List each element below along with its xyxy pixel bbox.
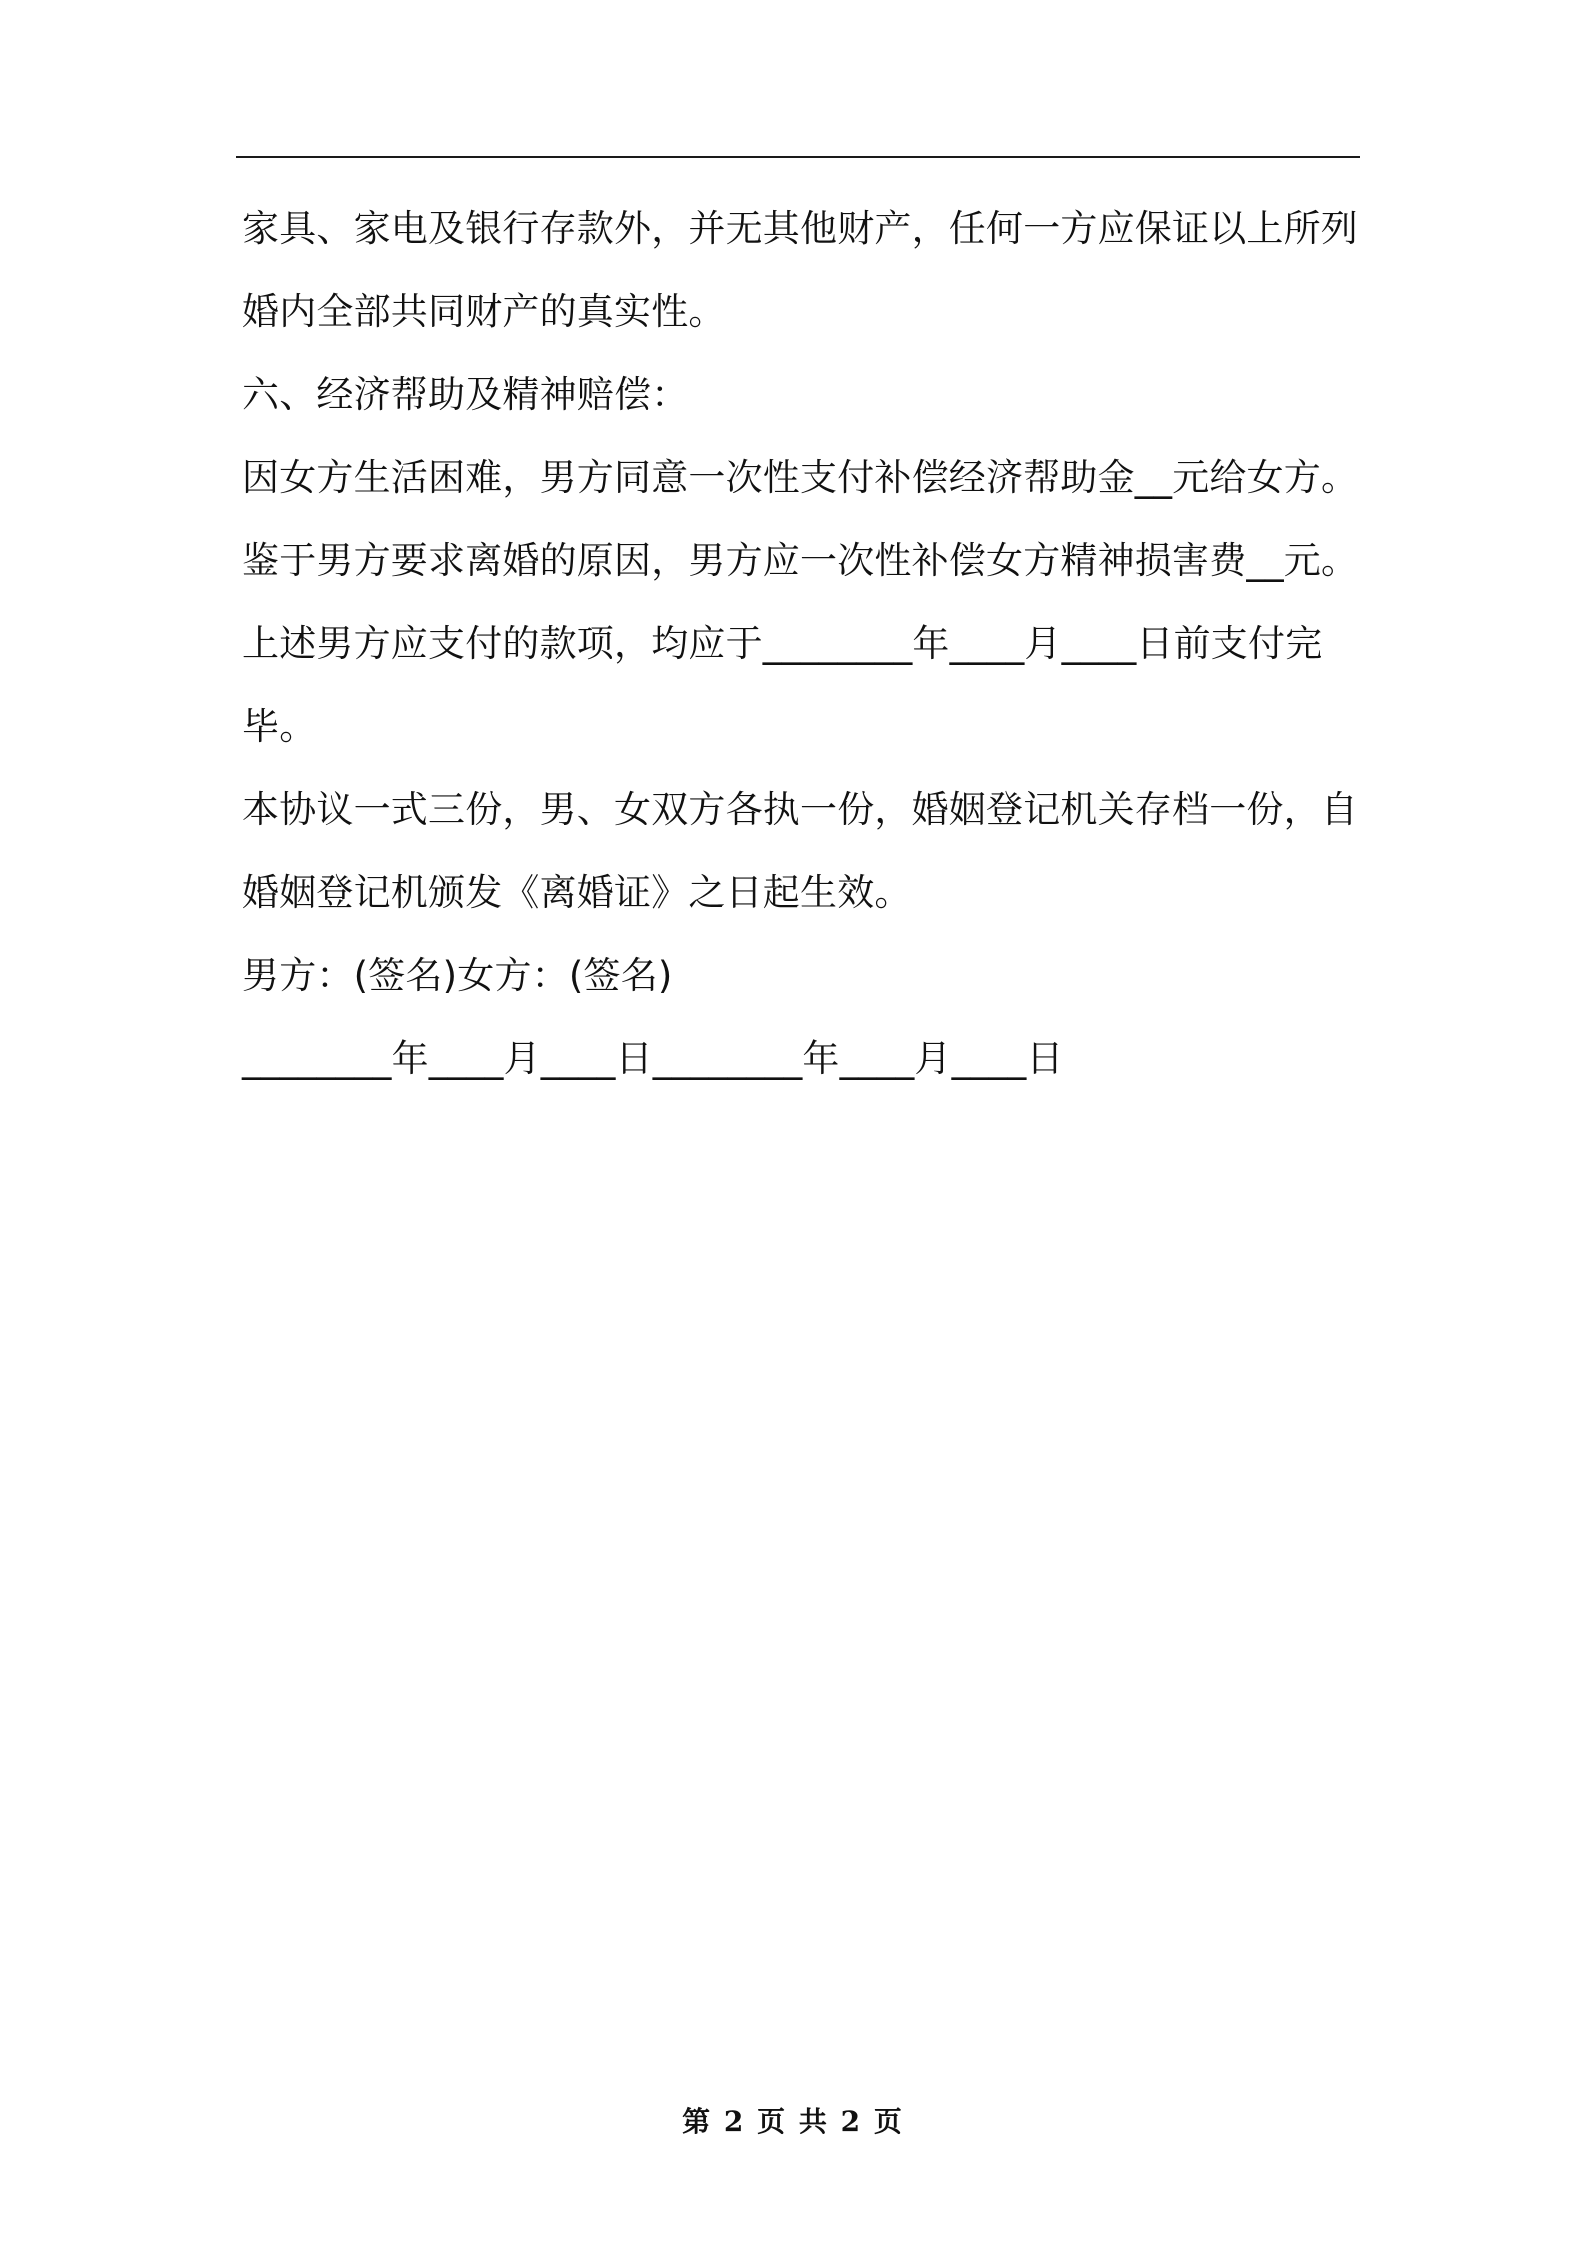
section-heading: 六、经济帮助及精神赔偿：	[242, 373, 689, 416]
header-rule	[236, 156, 1360, 158]
text-line: 家具、家电及银行存款外，并无其他财产，任何一方应保证以上所列	[242, 207, 1358, 250]
text-line: 鉴于男方要求离婚的原因，男方应一次性补偿女方精神损害费__元。	[242, 539, 1359, 582]
signature-line: 男方：(签名)女方：(签名)	[242, 954, 673, 997]
text-line: 毕。	[242, 705, 317, 748]
text-line: 本协议一式三份，男、女双方各执一份，婚姻登记机关存档一份，自	[242, 788, 1358, 831]
text-line: 因女方生活困难，男方同意一次性支付补偿经济帮助金__元给女方。	[242, 456, 1359, 499]
text-line: 上述男方应支付的款项，均应于________年____月____日前支付完	[242, 622, 1323, 665]
text-line: 婚姻登记机颁发《离婚证》之日起生效。	[242, 871, 912, 914]
date-line: ________年____月____日________年____月____日	[242, 1037, 1064, 1080]
page-number: 第 2 页 共 2 页	[682, 2105, 904, 2138]
text-line: 婚内全部共同财产的真实性。	[242, 290, 726, 333]
